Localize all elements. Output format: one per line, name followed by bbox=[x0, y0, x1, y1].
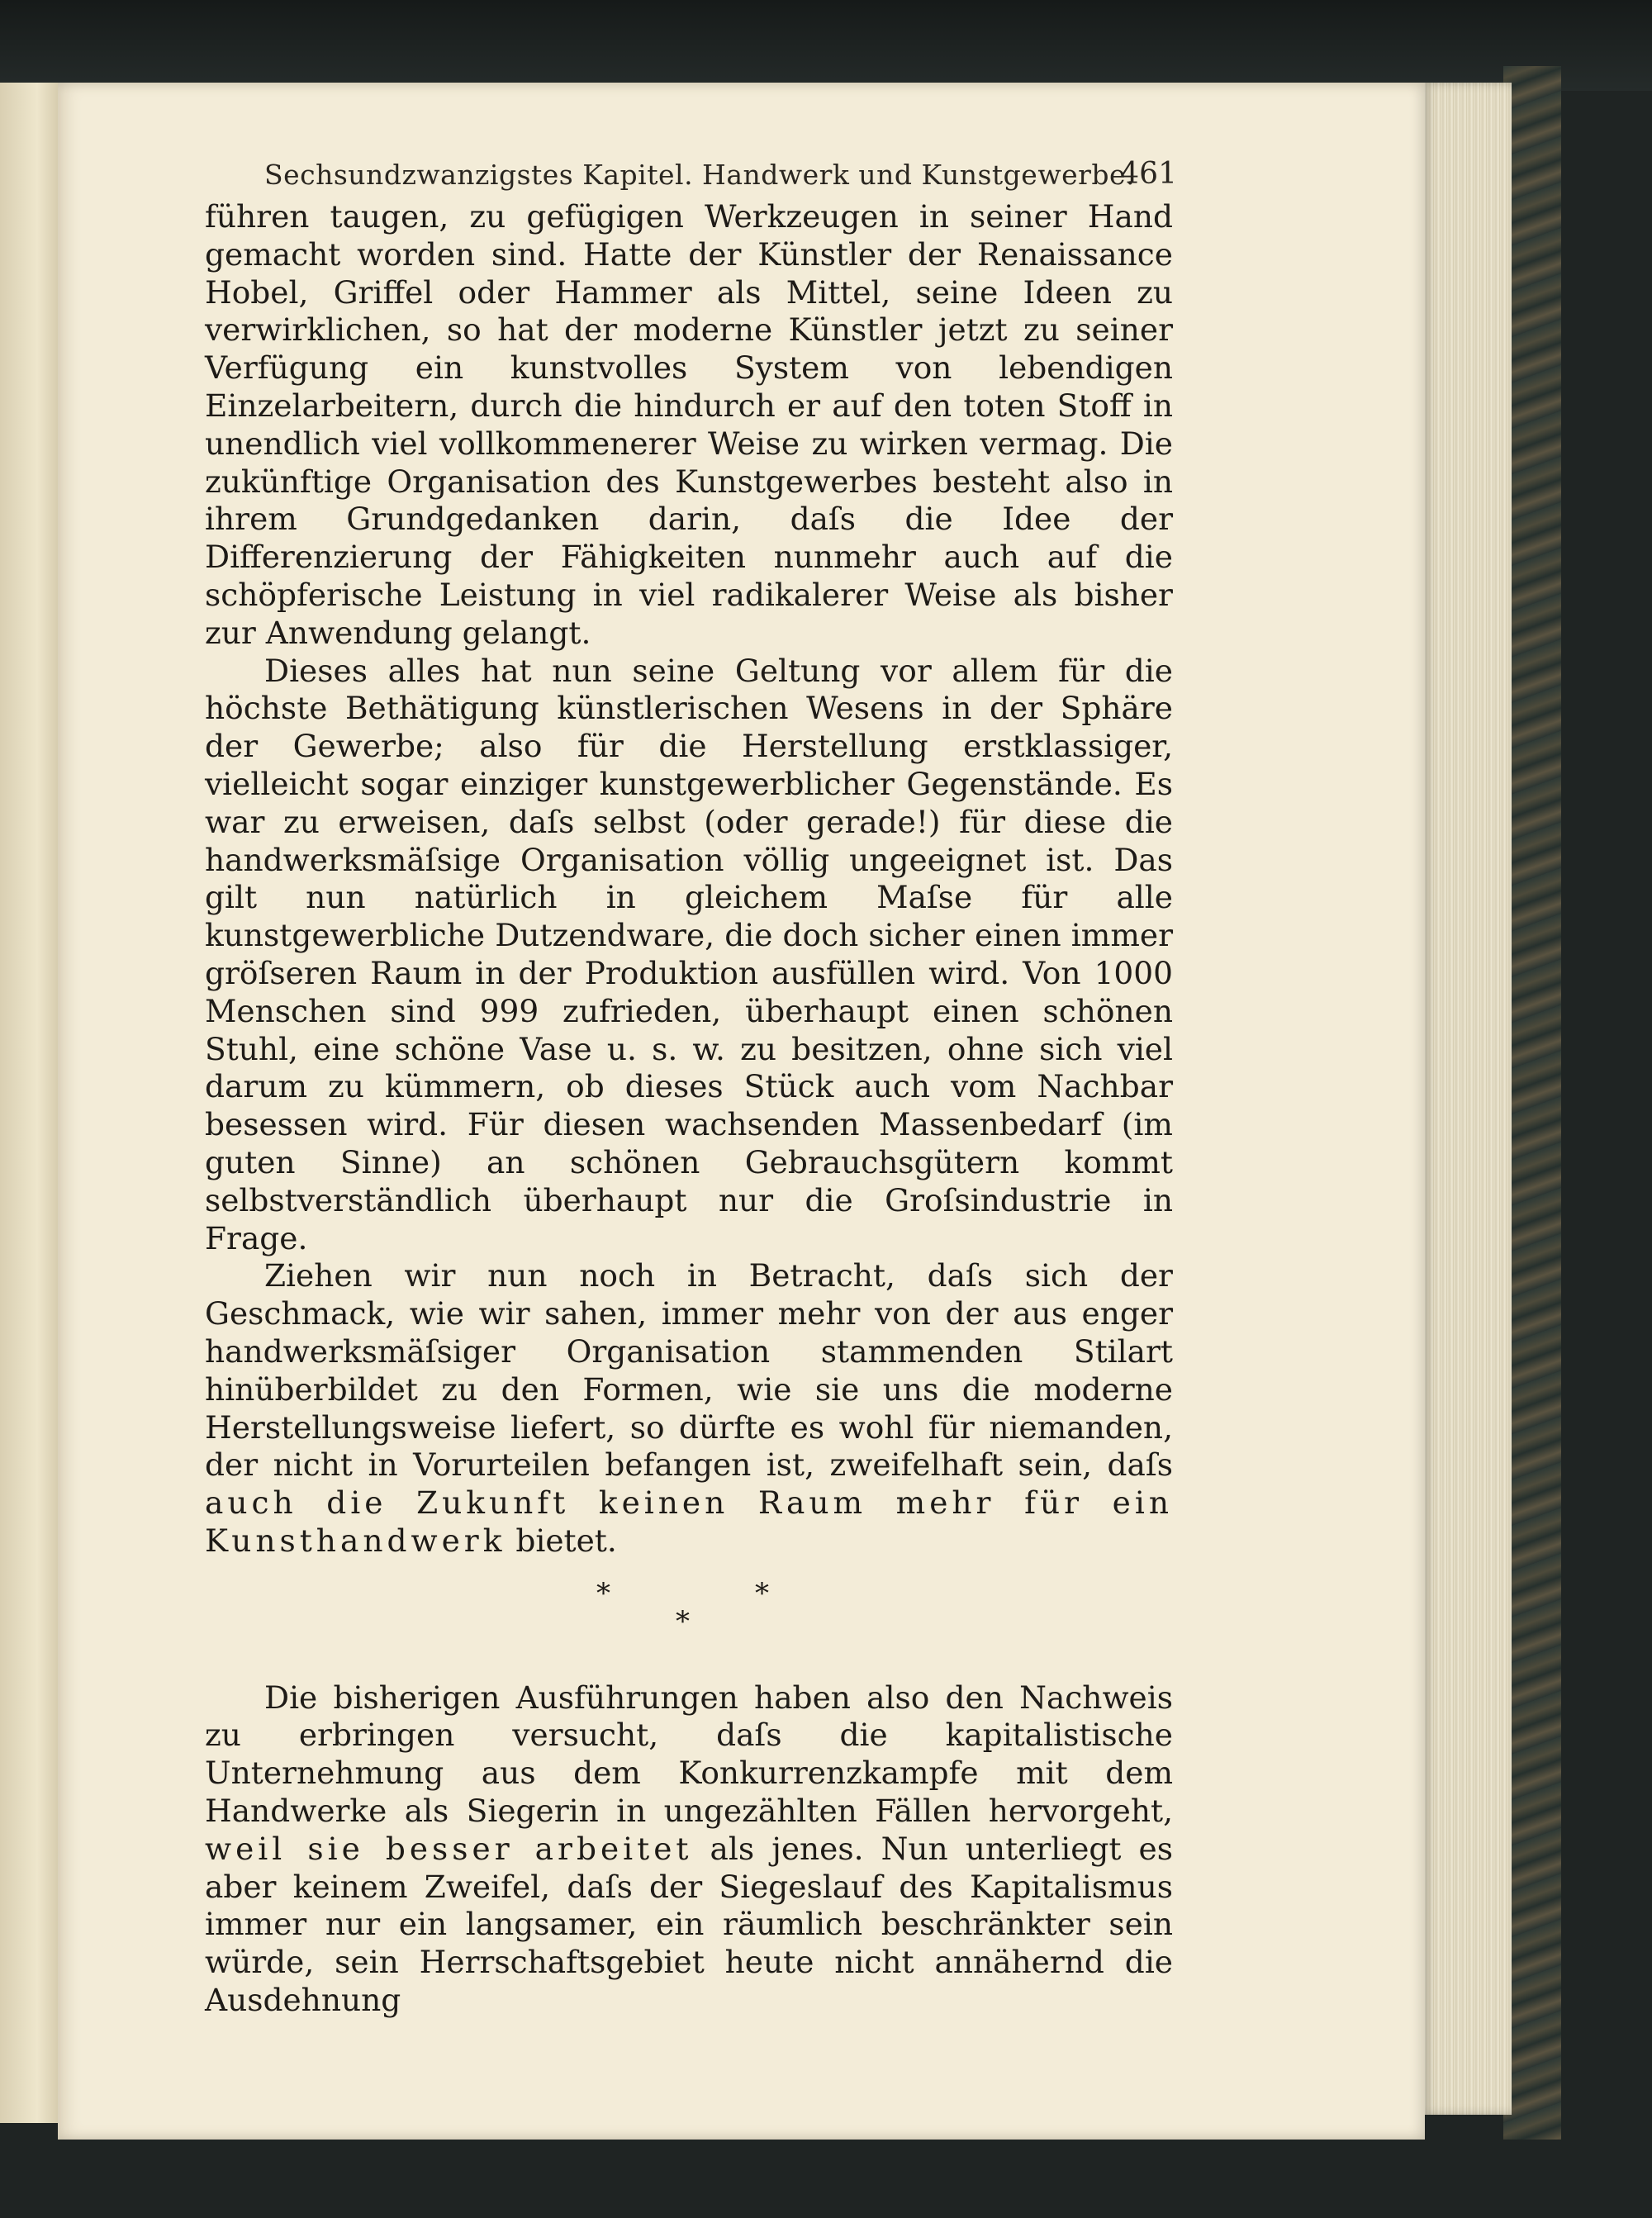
page-header bbox=[264, 149, 1177, 198]
paragraph-4-emphasis: weil sie besser arbeitet bbox=[205, 1830, 693, 1867]
paragraph-4-text-after: als jenes. Nun unterliegt es aber keinem Zweifel, daſs der Siegeslauf des Kapitalismus immer nur ein langsamer, ein räumlich beschränkter sein würde, sein Herrschaftsgebiet heute nicht annähernd die Ausdehnung bbox=[205, 1830, 1173, 2019]
paragraph-3-text-before: Ziehen wir nun noch in Betracht, daſs sich der Geschmack, wie wir sahen, immer mehr von der aus enger handwerksmäſsiger Organisation stammenden Stilart hinüberbildet zu den Formen, wie sie uns die moderne Herstellungsweise liefert, so dürfte es wohl für niemanden, der nicht in Vorurteilen befangen ist, zweifelhaft sein, daſs bbox=[205, 1257, 1173, 1484]
paragraph-3-text-after: bietet. bbox=[506, 1522, 617, 1559]
body-text bbox=[205, 198, 1173, 2020]
paragraph-1: führen taugen, zu gefügigen Werkzeugen in seiner Hand gemacht worden sind. Hatte der Künstler der Renaissance Hobel, Griffel oder Hammer als Mittel, seine Ideen zu verwirklichen, so hat der moderne Künstler jetzt zu seiner Verfügung ein kunstvolles System von lebendigen Einzelarbeitern, durch die hindurch er auf den toten Stoff in unendlich viel vollkommenerer Weise zu wirken vermag. Die zukünftige Organisation des Kunstgewerbes besteht also in ihrem Grundgedanken darin, daſs die Idee der Differenzierung der Fähigkeiten nunmehr auch auf die schöpferische Leistung in viel radikalerer Weise als bisher zur Anwendung gelangt. bbox=[205, 198, 1173, 651]
paragraph-4-text-before: Die bisherigen Ausführungen haben also den Nachweis zu erbringen versucht, daſs die kapitalistische Unternehmung aus dem Konkurrenzkampfe mit dem Handwerke als Siegerin in ungezählten Fällen hervorgeht, bbox=[205, 1679, 1173, 1830]
separator-star-right: * bbox=[755, 1576, 769, 1610]
separator-star-left: * bbox=[596, 1576, 610, 1610]
paragraph-4 bbox=[205, 1679, 1173, 2020]
previous-page-edge bbox=[0, 83, 64, 2123]
book-cover-top bbox=[0, 0, 1652, 91]
separator-star-bottom: * bbox=[676, 1604, 690, 1638]
section-separator bbox=[205, 1560, 1173, 1651]
page-edges bbox=[1421, 83, 1512, 2115]
paragraph-3 bbox=[205, 1257, 1173, 1560]
running-title: Sechsundzwanzigstes Kapitel. Handwerk und Kunstgewerbe. bbox=[264, 159, 1136, 191]
book-cover-spine bbox=[1503, 66, 1561, 2140]
paragraph-2: Dieses alles hat nun seine Geltung vor allem für die höchste Bethätigung künstlerischen Wesens in der Sphäre der Gewerbe; also für die Herstellung erstklassiger, vielleicht sogar einziger kunstgewerblicher Gegenstände. Es war zu erweisen, daſs selbst (oder gerade!) für diese die handwerksmäſsige Organisation völlig ungeeignet ist. Das gilt nun natürlich in gleichem Maſse für alle kunstgewerbliche Dutzendware, die doch sicher einen immer gröſseren Raum in der Produktion ausfüllen wird. Von 1000 Menschen sind 999 zufrieden, überhaupt einen schönen Stuhl, eine schöne Vase u. s. w. zu besitzen, ohne sich viel darum zu kümmern, ob dieses Stück auch vom Nachbar besessen wird. Für diesen wachsenden Massenbedarf (im guten Sinne) an schönen Gebrauchsgütern kommt selbstverständlich überhaupt nur die Groſsindustrie in Frage. bbox=[205, 652, 1173, 1256]
paragraph-3-emphasis: auch die Zukunft keinen Raum mehr für ein Kunsthandwerk bbox=[205, 1484, 1173, 1559]
page-number: 461 bbox=[1120, 157, 1177, 191]
